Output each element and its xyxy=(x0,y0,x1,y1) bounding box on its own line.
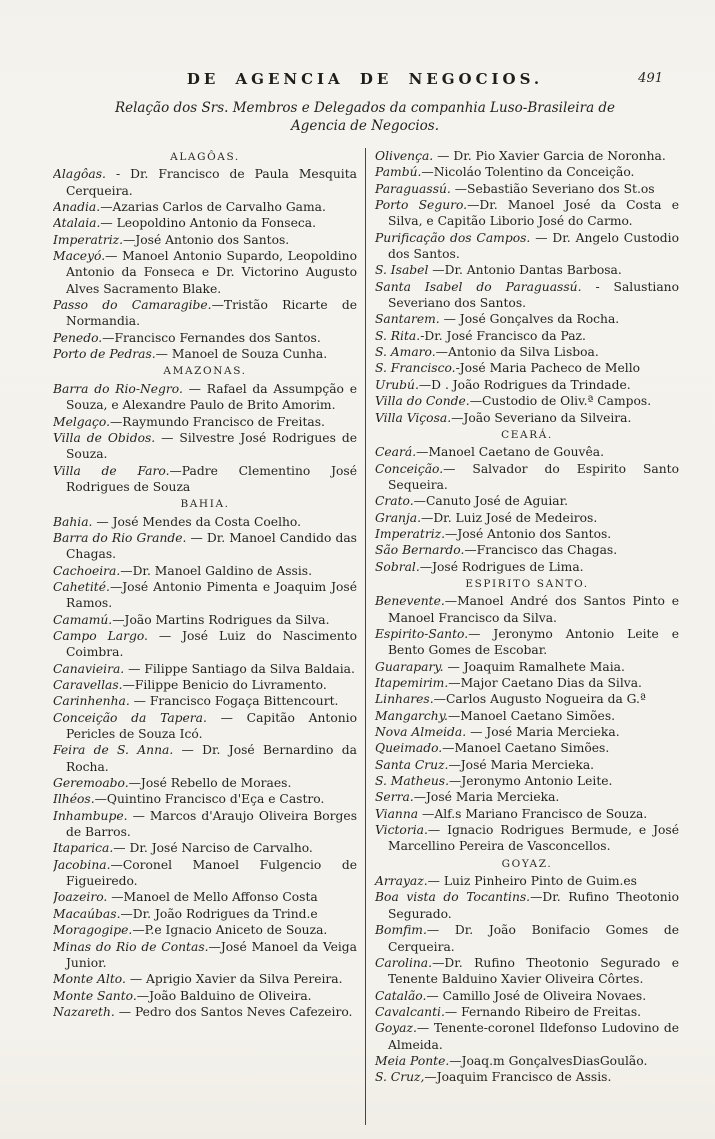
entry-text: — Rafael da Assumpção e Souza, e Alexandre Paulo de Brito Amorim. xyxy=(66,381,357,413)
entry-place: Imperatriz. xyxy=(375,526,446,541)
entry-place: Itapemirim. xyxy=(375,676,449,690)
entry xyxy=(375,593,679,626)
entry-text: —Padre Clementino José Rodrigues de Souza xyxy=(66,463,357,494)
entry xyxy=(375,873,679,889)
entry xyxy=(375,626,679,659)
entry-text: —Custodio de Oliv.ª Campos. xyxy=(469,394,652,409)
entry-text: — Dr. José Bernardino da Rocha. xyxy=(66,743,357,774)
entry-text: —José Antonio dos Santos. xyxy=(123,232,290,247)
entry-text: —Dr. Manoel José da Costa e Silva, e Capitão Liborio José do Carmo. xyxy=(388,198,679,229)
entry-place: Canavieira. xyxy=(53,661,125,676)
entry-place: Melgaço. xyxy=(53,414,110,429)
entry xyxy=(375,328,679,344)
entry-place: Maceyó. xyxy=(53,249,106,264)
entry-text: - Salustiano Severiano dos Santos. xyxy=(388,279,679,311)
entry-place: Urubú. xyxy=(375,377,419,392)
entry-text: —José Manoel da Veiga Junior. xyxy=(66,939,357,970)
entry-text: —José Rodrigues de Lima. xyxy=(419,559,584,574)
entry-text: — Camillo José de Oliveira Novaes. xyxy=(426,988,647,1003)
entry-place: Bahia. xyxy=(53,514,93,529)
entry-place: Villa do Conde. xyxy=(375,394,470,409)
entry-place: Meia Ponte. xyxy=(375,1053,450,1068)
entry-text: — Dr. Angelo Custodio dos Santos. xyxy=(388,230,679,262)
entry-text: — José Mendes da Costa Coelho. xyxy=(92,514,302,529)
entry-place: Sobral. xyxy=(375,559,420,574)
entry xyxy=(375,164,679,180)
entry-place: Campo Largo. xyxy=(53,628,148,643)
two-column-body xyxy=(53,148,679,1125)
entry-place: Caravellas. xyxy=(53,678,123,692)
entry xyxy=(375,675,679,691)
entry-place: Monte Alto. xyxy=(53,972,126,987)
entry-place: Monte Santo. xyxy=(53,988,137,1003)
entry-text: — José Maria Mercieka. xyxy=(466,725,620,740)
entry xyxy=(53,889,357,905)
entry-place: Goyaz. xyxy=(375,1021,417,1036)
entry-place: São Bernardo. xyxy=(375,543,465,558)
entry-place: S. Francisco. xyxy=(375,361,456,376)
entry-place: Villa Viçosa. xyxy=(375,410,452,425)
entry-text: — Luiz Pinheiro Pinto de Guim.es xyxy=(427,874,637,889)
entry xyxy=(375,410,679,426)
entry xyxy=(53,530,357,563)
entry-place: S. Amaro. xyxy=(375,345,436,360)
entry-place: Olivença. xyxy=(375,149,434,163)
entry xyxy=(53,808,357,841)
page-number: 491 xyxy=(638,71,663,86)
entry-place: Victoria. xyxy=(375,823,428,838)
entry-text: —Sebastião Severiano dos St.os xyxy=(450,181,655,196)
entry-text: — Leopoldino Antonio da Fonseca. xyxy=(100,216,316,231)
entry-text: — Ignacio Rodrigues Bermude, e José Marcellino Pereira de Vasconcellos. xyxy=(388,823,679,854)
entry xyxy=(53,988,357,1004)
entry-text: —José Rebello de Moraes. xyxy=(128,776,292,791)
entry-place: Cavalcanti. xyxy=(375,1004,445,1019)
section-heading: BAHIA. xyxy=(180,498,230,511)
entry xyxy=(53,1004,357,1020)
entry-place: Alagôas. xyxy=(53,167,106,182)
entry-text: — Dr. João Bonifacio Gomes de Cerqueira. xyxy=(388,923,679,954)
entry-text: —José Maria Mercieka. xyxy=(413,790,560,805)
entry-place: Ceará. xyxy=(375,445,417,460)
entry-text: —José Antonio dos Santos. xyxy=(445,526,612,541)
entry-place: Cahetité. xyxy=(53,579,110,594)
entry-text: —Raymundo Francisco de Freitas. xyxy=(110,414,325,429)
entry-text: —Filippe Benicio do Livramento. xyxy=(122,678,327,692)
entry-text: —Canuto José de Aguiar. xyxy=(413,494,569,509)
entry-text: —Tristão Ricarte de Normandia. xyxy=(66,298,357,329)
entry-text: — Dr. Manoel Candido das Chagas. xyxy=(66,530,357,562)
entry-place: Moragogipe. xyxy=(53,923,133,938)
entry-place: Santa Cruz. xyxy=(375,757,449,772)
entry xyxy=(375,444,679,460)
entry-text: — Salvador do Espirito Santo Sequeira. xyxy=(388,461,679,492)
entry-text: —Manoel Caetano Simões. xyxy=(442,741,610,756)
entry-place: Granja. xyxy=(375,510,422,525)
entry-text: — Jeronymo Antonio Leite e Bento Gomes de Escobar. xyxy=(388,626,679,658)
entry-text: -José Maria Pacheco de Mello xyxy=(455,361,641,376)
section-heading: ALAGÔAS. xyxy=(170,151,240,163)
entry-place: Crato. xyxy=(375,494,414,509)
entry-text: —Jeronymo Antonio Leite. xyxy=(449,774,613,789)
entry-text: —Dr. Manoel Galdino de Assis. xyxy=(120,563,312,578)
entry xyxy=(375,1069,679,1085)
entry xyxy=(375,230,679,263)
entry-place: Itaparica. xyxy=(53,841,114,856)
entry xyxy=(375,691,679,707)
entry-place: Arrayaz. xyxy=(375,874,428,889)
entry-place: Barra do Rio Grande. xyxy=(53,530,187,545)
entry-text: —Joaq.m GonçalvesDiasGoulão. xyxy=(449,1053,648,1068)
entry xyxy=(375,542,679,558)
right-column xyxy=(366,148,679,1125)
entry-text: —Dr. João Rodrigues da Trind.e xyxy=(120,906,318,921)
entry xyxy=(375,526,679,542)
entry xyxy=(375,197,679,230)
section-heading: CEARÁ. xyxy=(501,428,553,441)
entry xyxy=(53,166,357,199)
entry-place: Cachoeira. xyxy=(53,563,121,578)
section-heading: GOYAZ. xyxy=(501,857,553,870)
entry-text: —Alf.s Mariano Francisco de Souza. xyxy=(418,806,648,821)
entry xyxy=(375,262,679,278)
entry-text: — Pedro dos Santos Neves Cafezeiro. xyxy=(114,1004,353,1019)
entry xyxy=(375,822,679,855)
entry-text: —Joaquim Francisco de Assis. xyxy=(424,1070,612,1085)
entry-text: — Silvestre José Rodrigues de Souza. xyxy=(66,430,357,462)
entry-place: Purificação dos Campos. xyxy=(375,230,531,245)
entry xyxy=(53,661,357,677)
entry xyxy=(375,806,679,822)
entry-text: —Dr. Rufino Theotonio Segurado e Tenente Balduino Xavier Oliveira Côrtes. xyxy=(388,955,679,987)
entry-place: Nazareth. xyxy=(53,1004,115,1019)
entry xyxy=(53,775,357,791)
entry-place: Imperatriz. xyxy=(53,232,124,247)
entry-place: Mangarchy. xyxy=(375,708,448,723)
entry xyxy=(375,708,679,724)
entry-place: S. Rita. xyxy=(375,328,421,343)
entry-text: — Manoel Antonio Supardo, Leopoldino Antonio da Fonseca e Dr. Victorino Augusto Alves Sacramento Blake. xyxy=(66,249,357,296)
entry-place: Benevente. xyxy=(375,594,445,609)
entry-place: Inhambupe. xyxy=(53,808,128,823)
entry-text: —João Severiano da Silveira. xyxy=(451,410,632,425)
entry xyxy=(53,677,357,693)
entry-text: — Dr. José Narciso de Carvalho. xyxy=(113,841,313,856)
entry-place: Santarem. xyxy=(375,312,440,327)
entry-text: — José Gonçalves da Rocha. xyxy=(439,312,620,327)
entry-place: Conceição da Tapera. xyxy=(53,710,207,725)
entry-place: Ilhéos. xyxy=(53,792,95,807)
entry xyxy=(53,414,357,430)
entry xyxy=(375,757,679,773)
entry-place: Penedo. xyxy=(53,330,103,345)
entry xyxy=(375,461,679,494)
entry xyxy=(375,889,679,922)
page-header: DE AGENCIA DE NEGOCIOS. xyxy=(186,70,544,88)
entry-text: —Manoel André dos Santos Pinto e Manoel Francisco da Silva. xyxy=(388,594,679,625)
entry-place: Camamú. xyxy=(53,612,113,627)
entry-place: Macaúbas. xyxy=(53,906,121,921)
entry xyxy=(53,297,357,330)
entry-place: Conceição. xyxy=(375,461,444,476)
entry-text: — Tenente-coronel Ildefonso Ludovino de Almeida. xyxy=(388,1021,679,1052)
entry-text: —Carlos Augusto Nogueira da G.ª xyxy=(433,692,646,707)
entry xyxy=(53,430,357,463)
entry-place: Espirito-Santo. xyxy=(375,626,469,641)
left-column xyxy=(53,148,365,1125)
entry xyxy=(53,346,357,362)
entry xyxy=(375,311,679,327)
entry-place: Villa de Faro. xyxy=(53,463,170,478)
entry xyxy=(375,1004,679,1020)
entry-place: Nova Almeida. xyxy=(375,725,467,740)
entry xyxy=(375,344,679,360)
entry-place: S. Matheus. xyxy=(375,774,450,789)
entry xyxy=(375,377,679,393)
entry-place: Joazeiro. xyxy=(53,890,108,905)
entry-place: Pambú. xyxy=(375,165,422,180)
entry xyxy=(53,514,357,530)
entry xyxy=(53,612,357,628)
entry xyxy=(375,659,679,675)
entry xyxy=(375,1053,679,1069)
entry-place: Minas do Rio de Contas. xyxy=(53,939,209,954)
entry-place: Porto Seguro. xyxy=(375,198,468,213)
entry-place: S. Cruz, xyxy=(375,1070,425,1085)
entry xyxy=(53,381,357,414)
entry-text: —João Balduino de Oliveira. xyxy=(136,988,312,1003)
entry-text: -Dr. José Francisco da Paz. xyxy=(420,328,586,343)
entry-place: Passo do Camaragibe. xyxy=(53,298,212,313)
entry-text: —Azarias Carlos de Carvalho Gama. xyxy=(100,200,326,215)
entry xyxy=(53,199,357,215)
entry xyxy=(375,181,679,197)
entry-text: —Manoel de Mello Affonso Costa xyxy=(107,890,318,905)
entry xyxy=(53,463,357,496)
entry xyxy=(53,693,357,709)
document-title xyxy=(70,100,660,135)
entry-text: — Aprigio Xavier da Silva Pereira. xyxy=(125,972,343,987)
entry xyxy=(375,559,679,575)
entry-place: Porto de Pedras. xyxy=(53,347,156,362)
entry xyxy=(53,232,357,248)
entry-text: — Capitão Antonio Pericles de Souza Icó. xyxy=(66,710,357,742)
entry-place: Vianna xyxy=(375,806,419,821)
entry-text: — Dr. Pio Xavier Garcia de Noronha. xyxy=(433,149,666,163)
entry xyxy=(375,740,679,756)
entry xyxy=(53,628,357,661)
entry-place: Santa Isabel do Paraguassú. xyxy=(375,279,582,294)
entry-text: —Francisco das Chagas. xyxy=(464,543,618,558)
entry xyxy=(53,579,357,612)
entry-place: Feira de S. Anna. xyxy=(53,743,174,758)
entry-text: —Antonio da Silva Lisboa. xyxy=(435,345,599,360)
entry-text: —Dr. Rufino Theotonio Segurado. xyxy=(388,890,679,921)
entry-place: Boa vista do Tocantins. xyxy=(375,890,531,905)
entry xyxy=(53,710,357,743)
entry xyxy=(53,563,357,579)
entry xyxy=(375,988,679,1004)
entry-text: —Quintino Francisco d'Eça e Castro. xyxy=(94,792,325,807)
entry-text: —José Antonio Pimenta e Joaquim José Ramos. xyxy=(66,579,357,611)
entry-place: Guarapary. xyxy=(375,659,444,674)
running-header xyxy=(55,70,675,90)
entry xyxy=(375,510,679,526)
document-title-line1: Relação dos Srs. Membros e Delegados da companhia Luso-Brasileira de xyxy=(114,100,616,116)
entry-place: S. Isabel xyxy=(375,263,429,278)
entry-text: - Dr. Francisco de Paula Mesquita Cerqueira. xyxy=(66,167,357,198)
entry xyxy=(375,148,679,164)
entry-place: Jacobina. xyxy=(53,857,111,872)
entry-text: —José Maria Mercieka. xyxy=(448,757,595,772)
entry xyxy=(375,922,679,955)
entry-text: —Nicoláo Tolentino da Conceição. xyxy=(421,165,635,180)
entry-text: —P.e Ignacio Aniceto de Souza. xyxy=(132,923,328,938)
entry-text: — José Luiz do Nascimento Coimbra. xyxy=(66,628,357,660)
entry xyxy=(53,215,357,231)
entry xyxy=(375,789,679,805)
document-title-line2: Agencia de Negocios. xyxy=(290,117,439,134)
entry-text: —Francisco Fernandes dos Santos. xyxy=(102,330,321,345)
section-heading: ESPIRITO SANTO. xyxy=(465,577,589,590)
entry-text: —Coronel Manoel Fulgencio de Figueiredo. xyxy=(66,857,357,889)
entry-place: Bomfim. xyxy=(375,923,427,938)
entry-place: Geremoabo. xyxy=(53,776,129,791)
entry-place: Villa de Obidos. xyxy=(53,430,156,445)
entry xyxy=(53,939,357,972)
entry xyxy=(375,360,679,376)
entry-place: Serra. xyxy=(375,790,414,805)
entry-text: — Joaquim Ramalhete Maia. xyxy=(443,659,625,674)
entry xyxy=(53,971,357,987)
entry xyxy=(53,742,357,775)
entry-place: Catalão. xyxy=(375,988,427,1003)
entry xyxy=(375,773,679,789)
entry-place: Carinhenha. xyxy=(53,694,130,709)
entry-place: Atalaia. xyxy=(53,216,101,231)
entry xyxy=(53,248,357,297)
entry xyxy=(53,922,357,938)
section-heading: AMAZONAS. xyxy=(163,365,247,378)
entry-text: —Dr. Luiz José de Medeiros. xyxy=(421,510,598,525)
entry xyxy=(53,840,357,856)
entry xyxy=(375,493,679,509)
entry-text: — Marcos d'Araujo Oliveira Borges de Barros. xyxy=(66,808,357,840)
entry xyxy=(53,857,357,890)
entry xyxy=(53,791,357,807)
entry-place: Linhares. xyxy=(375,692,434,707)
entry-text: — Manoel de Souza Cunha. xyxy=(155,347,328,362)
entry xyxy=(53,330,357,346)
entry xyxy=(375,955,679,988)
entry-text: —D . João Rodrigues da Trindade. xyxy=(418,377,631,392)
entry xyxy=(53,906,357,922)
entry xyxy=(375,724,679,740)
entry-text: — Filippe Santiago da Silva Baldaia. xyxy=(124,661,355,676)
entry-place: Carolina. xyxy=(375,955,433,970)
entry-place: Paraguassú. xyxy=(375,181,451,196)
entry xyxy=(375,1020,679,1053)
entry xyxy=(375,393,679,409)
entry-text: —Major Caetano Dias da Silva. xyxy=(448,676,642,690)
entry-text: —João Martins Rodrigues da Silva. xyxy=(112,612,330,627)
entry-text: — Francisco Fogaça Bittencourt. xyxy=(129,694,339,709)
entry-place: Anadia. xyxy=(53,200,101,215)
entry xyxy=(375,279,679,312)
entry-text: — Fernando Ribeiro de Freitas. xyxy=(444,1004,642,1019)
entry-text: —Dr. Antonio Dantas Barbosa. xyxy=(428,263,622,278)
entry-place: Barra do Rio-Negro. xyxy=(53,381,183,396)
entry-text: —Manoel Caetano de Gouvêa. xyxy=(416,445,604,460)
entry-place: Queimado. xyxy=(375,741,443,756)
entry-text: —Manoel Caetano Simões. xyxy=(447,708,616,723)
